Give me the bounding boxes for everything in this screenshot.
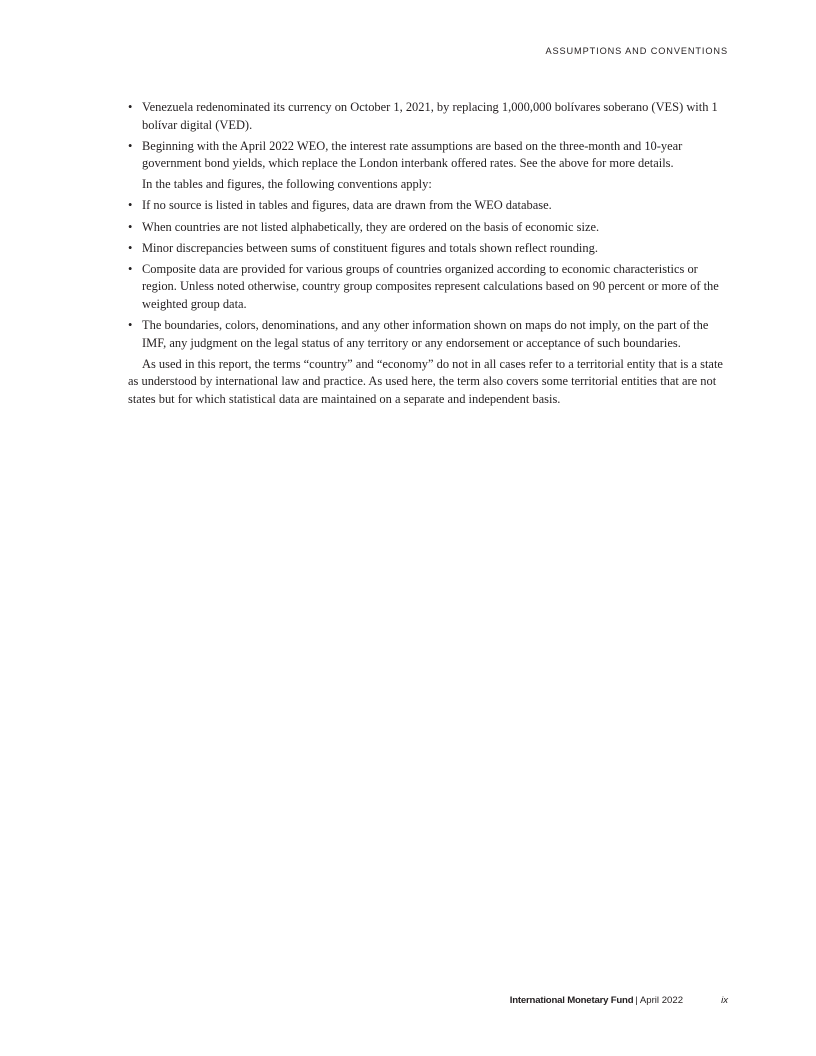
bullet-dot: •	[128, 138, 133, 153]
footer-organization: International Monetary Fund	[509, 995, 634, 1006]
bullet-text: Composite data are provided for various groups of countries organized according to economic characteristics or region. Unless noted otherwise, country group composites represent calculations based on 90 percent or more of the weighted group data.	[142, 261, 719, 311]
page-number: ix	[721, 995, 728, 1006]
bullet-dot: •	[128, 261, 133, 276]
bullet-item	[128, 197, 728, 215]
bullet-item	[128, 240, 728, 258]
footer-date: April 2022	[639, 995, 684, 1006]
document-body	[128, 99, 728, 412]
bullet-dot: •	[128, 100, 133, 114]
bullet-item	[128, 219, 728, 237]
bullet-text: Minor discrepancies between sums of constituent figures and totals shown reflect rounding.	[142, 240, 598, 255]
footer-separator: |	[635, 995, 638, 1006]
closing-paragraph: As used in this report, the terms “country” and “economy” do not in all cases refer to a territorial entity that is a state as understood by international law and practice. As used here, the term also covers some territorial entities that are not states but for which statistical data are maintained on a separate and independent basis.	[128, 356, 723, 406]
bullet-text: Venezuela redenominated its currency on October 1, 2021, by replacing 1,000,000 bolívares soberano (VES) with 1 bolívar digital (VED).	[142, 100, 718, 132]
bullet-text: The boundaries, colors, denominations, and any other information shown on maps do not imply, on the part of the IMF, any judgment on the legal status of any territory or any endorsement or acceptance of such boundaries.	[142, 318, 709, 350]
bullet-item	[128, 261, 728, 314]
bullet-dot: •	[128, 318, 133, 333]
bullet-dot: •	[128, 198, 133, 213]
running-head-title: ASSUMPTIONS AND CONVENTIONS	[545, 46, 728, 56]
bullet-text: When countries are not listed alphabetically, they are ordered on the basis of economic size.	[142, 219, 600, 234]
bullet-dot: •	[128, 240, 133, 255]
bullet-item	[128, 317, 728, 352]
bullet-dot: •	[128, 219, 133, 234]
bullet-item	[128, 99, 728, 134]
conventions-intro: In the tables and figures, the following conventions apply:	[142, 177, 432, 192]
page-footer	[510, 995, 728, 1006]
bullet-text: Beginning with the April 2022 WEO, the interest rate assumptions are based on the three-month and 10-year government bond yields, which replace the London interbank offered rates. See the above for more details.	[142, 138, 683, 171]
bullet-text: If no source is listed in tables and figures, data are drawn from the WEO database.	[142, 198, 552, 213]
bullet-item	[128, 138, 728, 173]
